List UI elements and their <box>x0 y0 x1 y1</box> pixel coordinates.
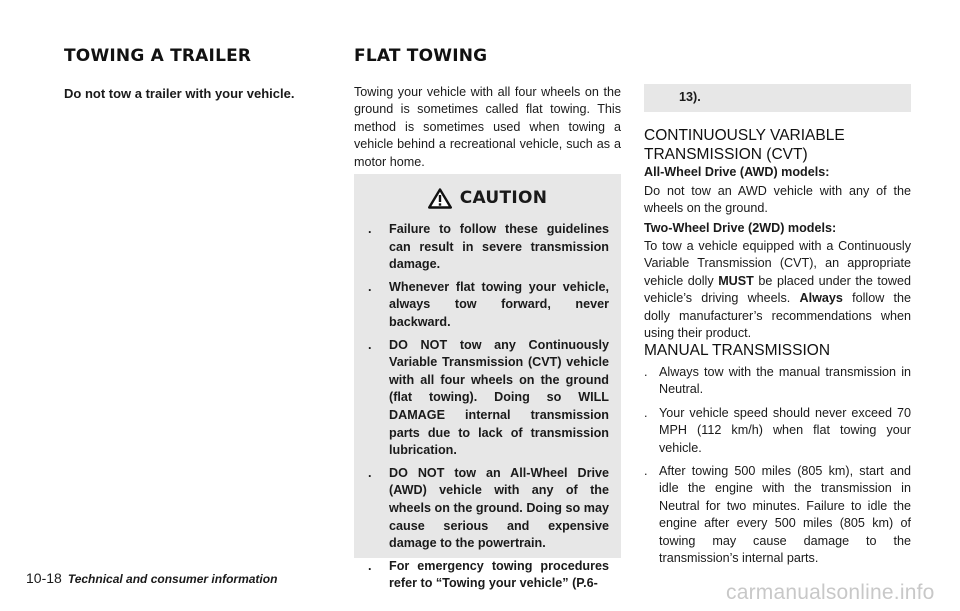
watermark: carmanualsonline.info <box>726 581 935 604</box>
caution-item: . For emergency towing procedures refer to “Towing your vehicle” (P.6- <box>368 558 609 591</box>
twd-label: Two-Wheel Drive (2WD) models: <box>644 221 837 235</box>
section-label: Technical and consumer information <box>67 572 278 586</box>
bullet-icon: . <box>368 337 372 352</box>
towing-a-trailer-heading: TOWING A TRAILER <box>64 46 252 66</box>
manual-transmission-heading: MANUAL TRANSMISSION <box>644 342 831 359</box>
awd-text: Do not tow an AWD vehicle with any of the wheels on the ground. <box>644 184 911 216</box>
manual-item: . After towing 500 miles (805 km), start and idle the engine with the transmission in Neutral for two minutes. Failure to idle the engine after every 500 miles (805 km) of towing may cause damage to the transmission’s internal parts. <box>644 464 911 566</box>
manual-transmission-list <box>644 364 911 573</box>
bullet-icon: . <box>644 405 648 420</box>
caution-continued-text: 13). <box>679 90 701 104</box>
caution-item: . DO NOT tow any Continuously Variable Transmission (CVT) vehicle with all four wheels on the ground (flat towing). Doing so WILL DAMAGE internal transmission parts due to lack of transmission lubrication. <box>368 337 609 458</box>
bullet-icon: . <box>368 222 372 236</box>
caution-header <box>354 180 621 216</box>
cvt-heading: CONTINUOUSLY VARIABLE TRANSMISSION (CVT) <box>644 127 845 163</box>
trailer-warning-note: Do not tow a trailer with your vehicle. <box>64 86 295 101</box>
must-emphasis: MUST <box>718 273 754 288</box>
awd-label: All-Wheel Drive (AWD) models: <box>644 165 830 179</box>
caution-continued-box <box>644 84 911 112</box>
flat-towing-intro: Towing your vehicle with all four wheels on the ground is sometimes called flat towing. This method is sometimes used when towing a vehicle behind a recreational vehicle, such as a motor home. <box>354 85 621 169</box>
manual-item: . Always tow with the manual transmission in Neutral. <box>644 365 911 397</box>
bullet-icon: . <box>644 365 648 379</box>
bullet-icon: . <box>368 279 372 294</box>
warning-triangle-icon <box>428 188 452 209</box>
bullet-icon: . <box>368 465 372 480</box>
flat-towing-heading: FLAT TOWING <box>354 46 488 66</box>
caution-label: CAUTION <box>459 188 548 208</box>
caution-box <box>354 174 621 591</box>
caution-item: . Failure to follow these guidelines can result in severe transmission damage. <box>368 222 609 272</box>
page-number: 10-18 <box>26 570 62 586</box>
bullet-icon: . <box>368 558 372 573</box>
twd-text: To tow a vehicle equipped with a Continuously Variable Transmission (CVT), an appropriate vehicle dolly MUST be placed under the towed vehicle’s driving wheels. Always follow the dolly manufacturer’s recommendations when using their product. <box>644 239 912 341</box>
manual-item: . Your vehicle speed should never exceed 70 MPH (112 km/h) when flat towing your vehicle. <box>644 405 911 455</box>
always-emphasis: Always <box>799 291 843 306</box>
caution-item: . Whenever flat towing your vehicle, always tow forward, never backward. <box>368 279 609 329</box>
caution-list <box>354 221 621 593</box>
bullet-icon: . <box>644 464 648 479</box>
page-footer <box>26 570 277 586</box>
caution-item: . DO NOT tow an All-Wheel Drive (AWD) vehicle with any of the wheels on the ground. Doing so may cause serious and expensive damage to the powertrain. <box>368 465 609 551</box>
